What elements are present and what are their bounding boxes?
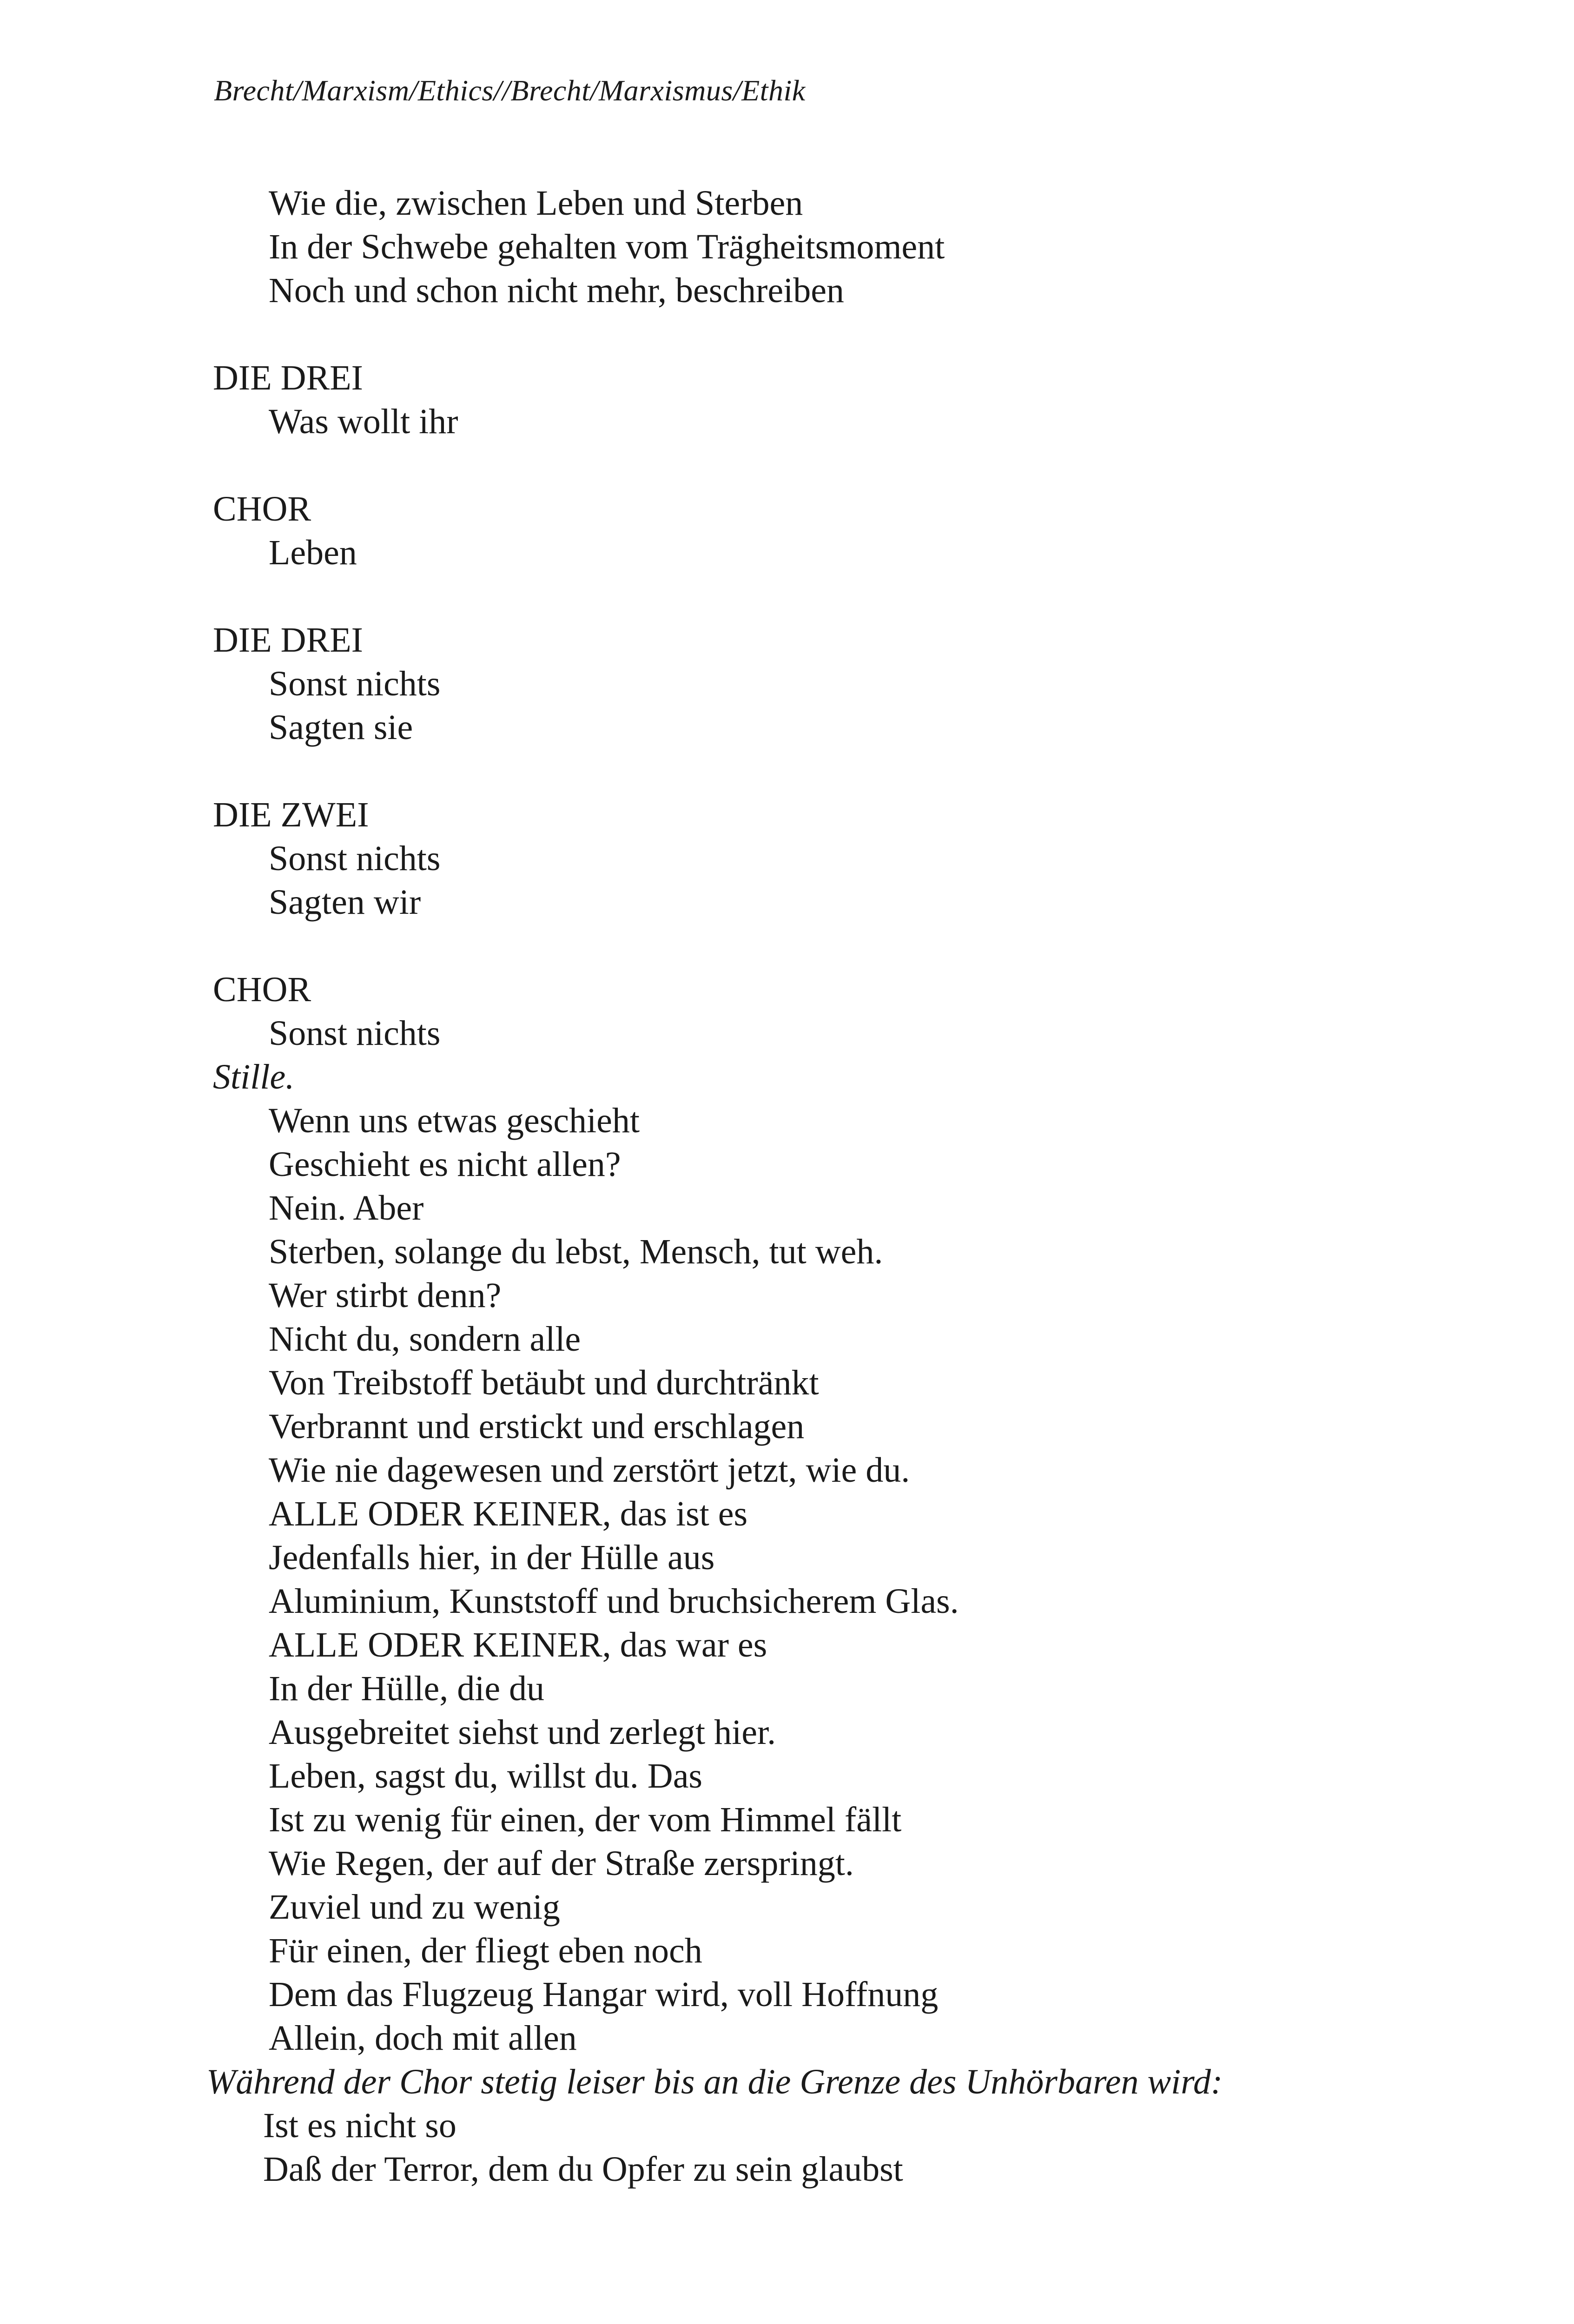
verse-line: Nein. Aber bbox=[269, 1188, 424, 1228]
speaker-label: DIE ZWEI bbox=[213, 795, 369, 834]
verse-line: Sonst nichts bbox=[269, 664, 441, 703]
speaker-label: DIE DREI bbox=[213, 621, 363, 660]
verse-line: Wenn uns etwas geschieht bbox=[269, 1101, 640, 1140]
verse-line: Geschieht es nicht allen? bbox=[269, 1145, 621, 1184]
speaker-label: DIE DREI bbox=[213, 358, 363, 397]
verse-line: Wie die, zwischen Leben und Sterben bbox=[269, 184, 803, 223]
verse-line: Ist zu wenig für einen, der vom Himmel fällt bbox=[269, 1800, 902, 1839]
stanza-gap bbox=[213, 312, 1375, 356]
stanza-gap bbox=[213, 749, 1375, 793]
verse-line: Was wollt ihr bbox=[269, 402, 458, 441]
verse-line: ALLE ODER KEINER, das war es bbox=[269, 1625, 767, 1664]
verse-line: Für einen, der fliegt eben noch bbox=[269, 1931, 702, 1970]
verse-line: Wer stirbt denn? bbox=[269, 1276, 502, 1315]
verse-line: Sagten sie bbox=[269, 708, 413, 747]
play-text bbox=[206, 181, 1375, 2191]
verse-line: Leben bbox=[269, 533, 357, 572]
verse-line: Zuviel und zu wenig bbox=[269, 1888, 560, 1927]
stage-direction: Stille. bbox=[213, 1057, 295, 1096]
verse-line: Sterben, solange du lebst, Mensch, tut weh. bbox=[269, 1232, 883, 1271]
stanza-gap bbox=[213, 443, 1375, 487]
speaker-label: CHOR bbox=[213, 489, 311, 528]
verse-line: Sagten wir bbox=[269, 883, 421, 922]
verse-line: Sonst nichts bbox=[269, 839, 441, 878]
verse-line: Ist es nicht so bbox=[263, 2106, 456, 2145]
stage-direction: Während der Chor stetig leiser bis an die Grenze des Unhörbaren wird: bbox=[206, 2062, 1223, 2101]
verse-line: Nicht du, sondern alle bbox=[269, 1320, 581, 1359]
verse-line: Noch und schon nicht mehr, beschreiben bbox=[269, 271, 844, 310]
verse-line: Leben, sagst du, willst du. Das bbox=[269, 1756, 703, 1796]
verse-line: Wie nie dagewesen und zerstört jetzt, wie du. bbox=[269, 1451, 910, 1490]
verse-line: Jedenfalls hier, in der Hülle aus bbox=[269, 1538, 715, 1577]
verse-line: Allein, doch mit allen bbox=[269, 2019, 577, 2058]
stanza-gap bbox=[213, 924, 1375, 968]
verse-line: In der Schwebe gehalten vom Trägheitsmoment bbox=[269, 227, 945, 266]
verse-line: Von Treibstoff betäubt und durchtränkt bbox=[269, 1363, 819, 1402]
verse-line: Ausgebreitet siehst und zerlegt hier. bbox=[269, 1713, 776, 1752]
speaker-label: CHOR bbox=[213, 970, 311, 1009]
stanza-gap bbox=[213, 574, 1375, 618]
verse-line: Sonst nichts bbox=[269, 1014, 441, 1053]
verse-line: Daß der Terror, dem du Opfer zu sein glaubst bbox=[263, 2150, 903, 2189]
verse-line: ALLE ODER KEINER, das ist es bbox=[269, 1494, 748, 1533]
verse-line: Dem das Flugzeug Hangar wird, voll Hoffnung bbox=[269, 1975, 939, 2014]
verse-line: Aluminium, Kunststoff und bruchsicherem Glas. bbox=[269, 1582, 959, 1621]
verse-line: Wie Regen, der auf der Straße zerspringt. bbox=[269, 1844, 854, 1883]
verse-line: Verbrannt und erstickt und erschlagen bbox=[269, 1407, 805, 1446]
running-head: Brecht/Marxism/Ethics//Brecht/Marxismus/Ethik bbox=[214, 74, 806, 107]
verse-line: In der Hülle, die du bbox=[269, 1669, 545, 1708]
